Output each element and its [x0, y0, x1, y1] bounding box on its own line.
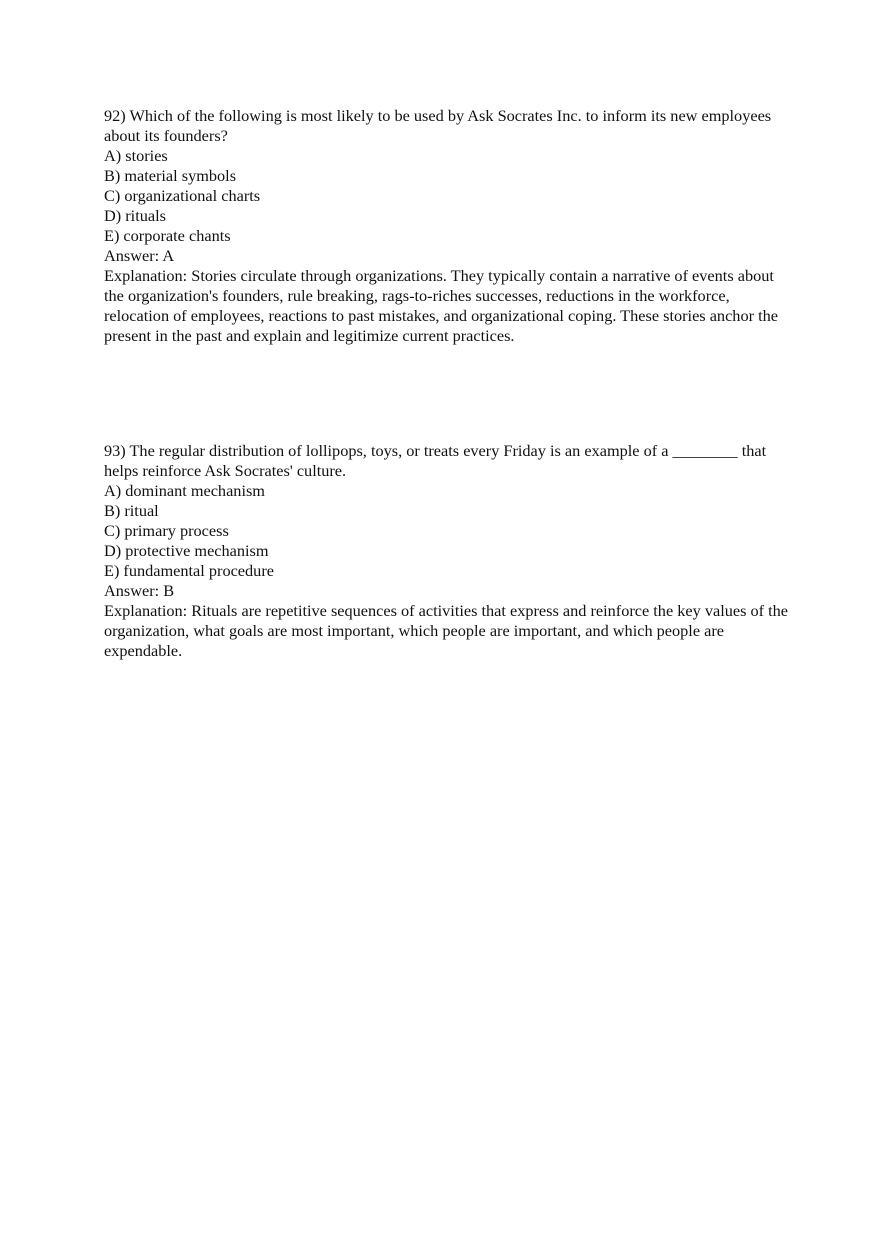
option-e: E) corporate chants: [104, 226, 231, 245]
option-a: A) stories: [104, 146, 168, 165]
option-d: D) protective mechanism: [104, 541, 269, 560]
explanation-text: Explanation: Rituals are repetitive sequences of activities that express and reinforce the key values of the organization, what goals are most important, which people are important, and which people are expendable.: [104, 601, 789, 660]
question-93: [104, 441, 794, 661]
answer-line: Answer: B: [104, 581, 175, 600]
option-c: C) primary process: [104, 521, 229, 540]
explanation-text: Explanation: Stories circulate through organizations. They typically contain a narrative of events about the organization's founders, rule breaking, rags-to-riches successes, reductions in the workforce, relocation of employees, reactions to past mistakes, and organizational coping. These stories anchor the present in the past and explain and legitimize current practices.: [104, 266, 778, 345]
option-c: C) organizational charts: [104, 186, 261, 205]
question-92: [104, 106, 794, 346]
option-a: A) dominant mechanism: [104, 481, 265, 500]
option-b: B) ritual: [104, 501, 159, 520]
option-b: B) material symbols: [104, 166, 237, 185]
question-prompt: 93) The regular distribution of lollipops, toys, or treats every Friday is an example of a ________ that helps reinforce Ask Socrates' culture.: [104, 441, 767, 480]
option-d: D) rituals: [104, 206, 166, 225]
answer-line: Answer: A: [104, 246, 175, 265]
question-prompt: 92) Which of the following is most likely to be used by Ask Socrates Inc. to inform its new employees about its founders?: [104, 106, 772, 145]
option-e: E) fundamental procedure: [104, 561, 274, 580]
